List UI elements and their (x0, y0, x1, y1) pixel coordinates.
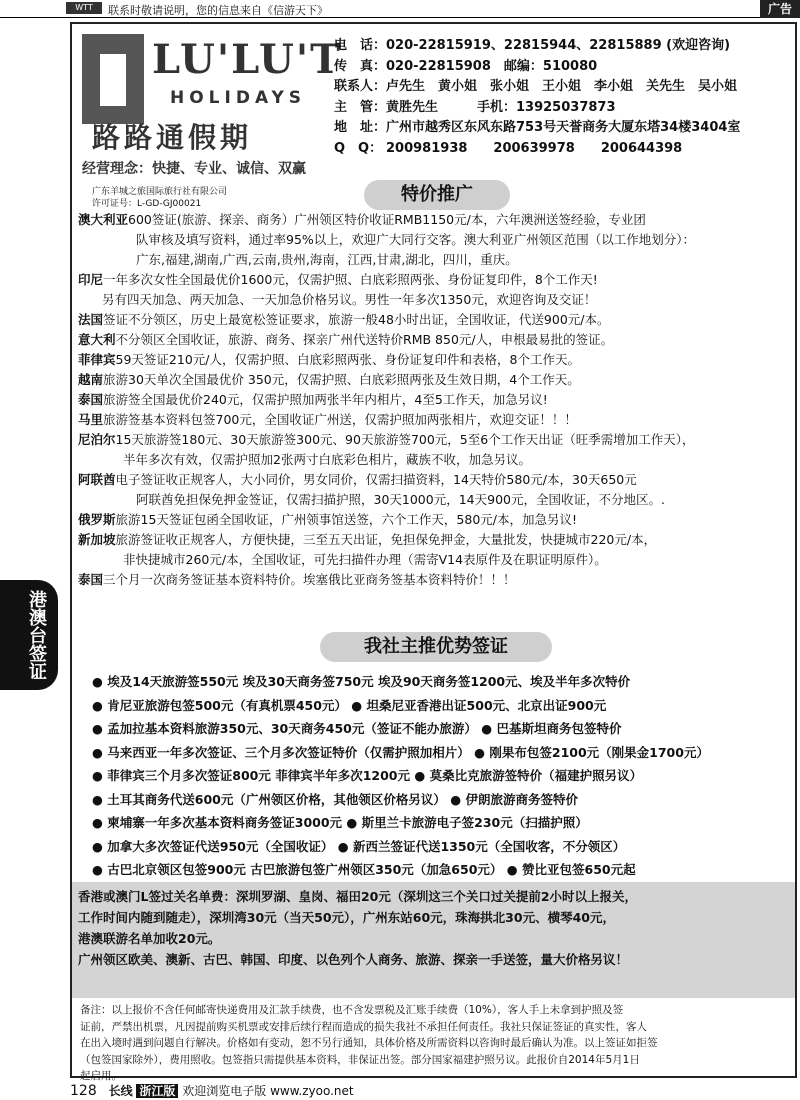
logo-holidays: HOLIDAYS (170, 88, 307, 108)
logo-cn-name: 路路通假期 (92, 121, 253, 154)
page-number: 128 (70, 1083, 97, 1099)
featured-visa-item: ● 马来西亚一年多次签证、三个月多次签证特价（仅需护照加相片） ● 刚果布包签2100元（刚果金1700元） (92, 744, 709, 760)
company-name: 广东羊城之旅国际旅行社有限公司 (92, 187, 228, 197)
offer-country: 印尼 (78, 272, 104, 287)
license-number: 许可证号：L-GD-GJ00021 (92, 199, 202, 209)
offer-text: 不分领区全国收证，旅游、商务、探亲广州代送特价RMB 850元/人，申根最易批的签证。 (115, 332, 614, 347)
contact-row: 电 话：020-22815919、22815944、22815889 (欢迎咨询) (334, 38, 731, 53)
featured-visa-item: ● 柬埔寨一年多次基本资料商务签证3000元 ● 斯里兰卡旅游电子签230元（扫描护照） (92, 815, 588, 830)
featured-visa-banner: 我社主推优势签证 (320, 632, 552, 662)
featured-visa-item: ● 菲律宾三个月多次签证800元 菲律宾半年多次1200元 ● 莫桑比克旅游签特价（福建护照另议） (92, 768, 643, 783)
offer-text: 59天签证210元/人，仅需护照、白底彩照两张、身份证复印件和表格，8个工作天。 (115, 352, 580, 367)
top-bar (0, 0, 800, 18)
remarks (80, 1002, 790, 1085)
pass-fee-line: 香港或澳门L签过关名单费：深圳罗湖、皇岗、福田20元（深圳这三个关口过关提前2小时以上报关， (78, 889, 638, 904)
offer-country: 阿联酋 (78, 472, 116, 487)
remark-line: 备注：以上报价不含任何邮寄快递费用及汇款手续费，也不含发票税及汇账手续费（10%），客人手上未拿到护照及签 (80, 1004, 624, 1016)
offer-text: 旅游签基本资料包签700元，全国收证广州送，仅需护照加两张相片，欢迎交证！！！ (103, 412, 577, 427)
offer-row (78, 550, 793, 570)
offer-country: 意大利 (78, 332, 116, 347)
offer-text: 另有四天加急、两天加急、一天加急价格另议。男性一年多次1350元，欢迎咨询及交证！ (102, 292, 597, 307)
motto: 经营理念：快捷、专业、诚信、双赢 (82, 161, 306, 177)
offer-text: 旅游签全国最优价240元，仅需护照加两张半年内相片，4至5工作天，加急另议! (103, 392, 548, 407)
offer-text: 15天旅游签180元、30天旅游签300元、90天旅游签700元，5至6个工作天出证（旺季需增加工作天）， (115, 432, 695, 447)
offer-country: 越南 (78, 372, 104, 387)
contact-row: 联系人：卢先生 黄小姐 张小姐 王小姐 李小姐 关先生 吴小姐 (334, 79, 738, 94)
visa-offer-list (78, 210, 793, 590)
offer-text: 一年多次女性全国最优价1600元，仅需护照、白底彩照两张、身份证复印件，8个工作天! (103, 272, 598, 287)
offer-row (78, 270, 793, 290)
special-offer-banner: 特价推广 (364, 180, 510, 210)
offer-country: 菲律宾 (78, 352, 116, 367)
ad-page (70, 22, 797, 1082)
offer-row (78, 390, 793, 410)
offer-text: 旅游签证收正规客人，方便快捷，三至五天出证，免担保免押金，大量批发，快捷城市220元/本， (115, 532, 657, 547)
side-tab: 港澳台签证 (0, 580, 58, 690)
offer-country: 新加坡 (78, 532, 116, 547)
contact-row: Q Q： 200981938 200639978 200644398 (334, 140, 683, 156)
contact-row: 传 真：020-22815908 邮编：510080 (334, 58, 598, 74)
offer-text: 旅游15天签证包函全国收证，广州领事馆送签，六个工作天，580元/本，加急另议! (115, 512, 578, 527)
offer-row (78, 510, 793, 530)
featured-visa-item: ● 埃及14天旅游签550元 埃及30天商务签750元 埃及90天商务签1200元、埃及半年多次特价 (92, 674, 631, 689)
offer-text: 签证不分领区，历史上最宽松签证要求，旅游一般48小时出证，全国收证，代送900元/本。 (103, 312, 610, 327)
offer-country: 尼泊尔 (78, 432, 116, 447)
offer-text: 广东,福建,湖南,广西,云南,贵州,海南，江西,甘肃,湖北，四川，重庆。 (136, 252, 518, 267)
remark-line: 在出入境时遇到问题自行解决。价格如有变动，恕不另行通知，具体价格及所需资料以咨询时最后确认为准。以上签证如拒签 (80, 1037, 658, 1049)
featured-visa-item: ● 土耳其商务代送600元（广州领区价格，其他领区价格另议） ● 伊朗旅游商务签特价 (92, 791, 578, 807)
offer-row (78, 230, 793, 250)
footer-tail: 欢迎浏览电子版 www.zyoo.net (182, 1084, 354, 1098)
offer-row (78, 250, 793, 270)
offer-country: 法国 (78, 312, 104, 327)
featured-visa-item: ● 加拿大多次签证代送950元（全国收证） ● 新西兰签证代送1350元（全国收客，不分领区） (92, 838, 626, 854)
pass-fee-line: 工作时间内随到随走），深圳湾30元（当天50元），广州东站60元，珠海拱北30元、横琴40元， (78, 910, 615, 925)
pass-fee-line: 港澳联游名单加收20元。 (78, 931, 221, 946)
offer-row (78, 410, 793, 430)
offer-text: 600签证(旅游、探亲、商务）广州领区特价收证RMB1150元/本，六年澳洲送签经验，专业团 (128, 212, 646, 227)
offer-text: 旅游30天单次全国最优价 350元，仅需护照、白底彩照两张及生效日期，4个工作天。 (103, 372, 580, 387)
contact-row: 主 管：黄胜先生 手机：13925037873 (334, 99, 616, 115)
offer-country: 泰国 (78, 572, 104, 587)
offer-row (78, 530, 793, 550)
contact-note: 联系时敬请说明，您的信息来自《信游天下》 (108, 4, 328, 17)
offer-row (78, 490, 793, 510)
offer-text: 三个月一次商务签证基本资料特价。埃塞俄比亚商务签基本资料特价！！！ (103, 572, 516, 587)
offer-country: 泰国 (78, 392, 104, 407)
hk-macau-pass-box (72, 882, 795, 998)
featured-visa-item: ● 古巴北京领区包签900元 古巴旅游包签广州领区350元（加急650元） ● 赞比亚包签650元起 (92, 862, 636, 877)
footer-brand: 长线 (108, 1084, 133, 1098)
offer-row (78, 430, 793, 450)
featured-visa-list (92, 670, 709, 882)
offer-text: 非快捷城市260元/本，全国收证，可先扫描件办理（需寄V14表原件及在职证明原件）。 (123, 552, 607, 567)
offer-country: 澳大利亚 (78, 212, 129, 227)
remark-line: （包签国家除外），费用照收。包签指只需提供基本资料，非保证出签。部分国家福建护照另议。此报价自2014年5月1日 (80, 1053, 640, 1066)
pass-fee-line: 广州领区欧美、澳新、古巴、韩国、印度、以色列个人商务、旅游、探亲一手送签，量大价格另议！ (78, 952, 629, 967)
offer-row (78, 350, 793, 370)
remark-line: 证前，严禁出机票，凡因提前购买机票或安排后续行程而造成的损失我社不承担任何责任。我社只保证签证的真实性，客人 (80, 1020, 647, 1033)
offer-row (78, 330, 793, 350)
offer-country: 马里 (78, 412, 104, 427)
remark-line: 起启用。 (80, 1070, 122, 1082)
offer-row (78, 470, 793, 490)
featured-visa-item: ● 孟加拉基本资料旅游350元、30天商务450元（签证不能办旅游） ● 巴基斯坦商务包签特价 (92, 721, 622, 736)
offer-row (78, 570, 793, 590)
contact-block (334, 36, 740, 159)
logo-mark-icon (82, 34, 144, 124)
offer-row (78, 290, 793, 310)
offer-text: 队审核及填写资料，通过率95%以上，欢迎广大同行交客。澳大利亚广州领区范围（以工作地划分）： (136, 232, 696, 247)
offer-row (78, 450, 793, 470)
contact-row: 地 址：广州市越秀区东风东路753号天誉商务大厦东塔34楼3404室 (334, 120, 741, 135)
logo-brand: LU'LU'T (152, 36, 342, 83)
offer-text: 半年多次有效，仅需护照加2张两寸白底彩色相片，藏族不收，加急另议。 (123, 452, 531, 467)
offer-text: 电子签证收正规客人，大小同价，男女同价，仅需扫描资料，14天特价580元/本，30天650元 (115, 472, 637, 487)
offer-row (78, 310, 793, 330)
ad-badge: 广告 (760, 0, 800, 18)
page-footer (70, 1082, 354, 1099)
company-logo (82, 30, 342, 209)
featured-visa-item: ● 肯尼亚旅游包签500元（有真机票450元） ● 坦桑尼亚香港出证500元、北京出证900元 (92, 697, 607, 713)
magazine-logo: WTT (66, 2, 102, 14)
edition-badge: 浙江版 (136, 1084, 178, 1098)
offer-text: 阿联酋免担保免押金签证，仅需扫描护照，30天1000元，14天900元，全国收证，不分地区。. (136, 492, 665, 507)
offer-row (78, 370, 793, 390)
offer-country: 俄罗斯 (78, 512, 116, 527)
offer-row (78, 210, 793, 230)
